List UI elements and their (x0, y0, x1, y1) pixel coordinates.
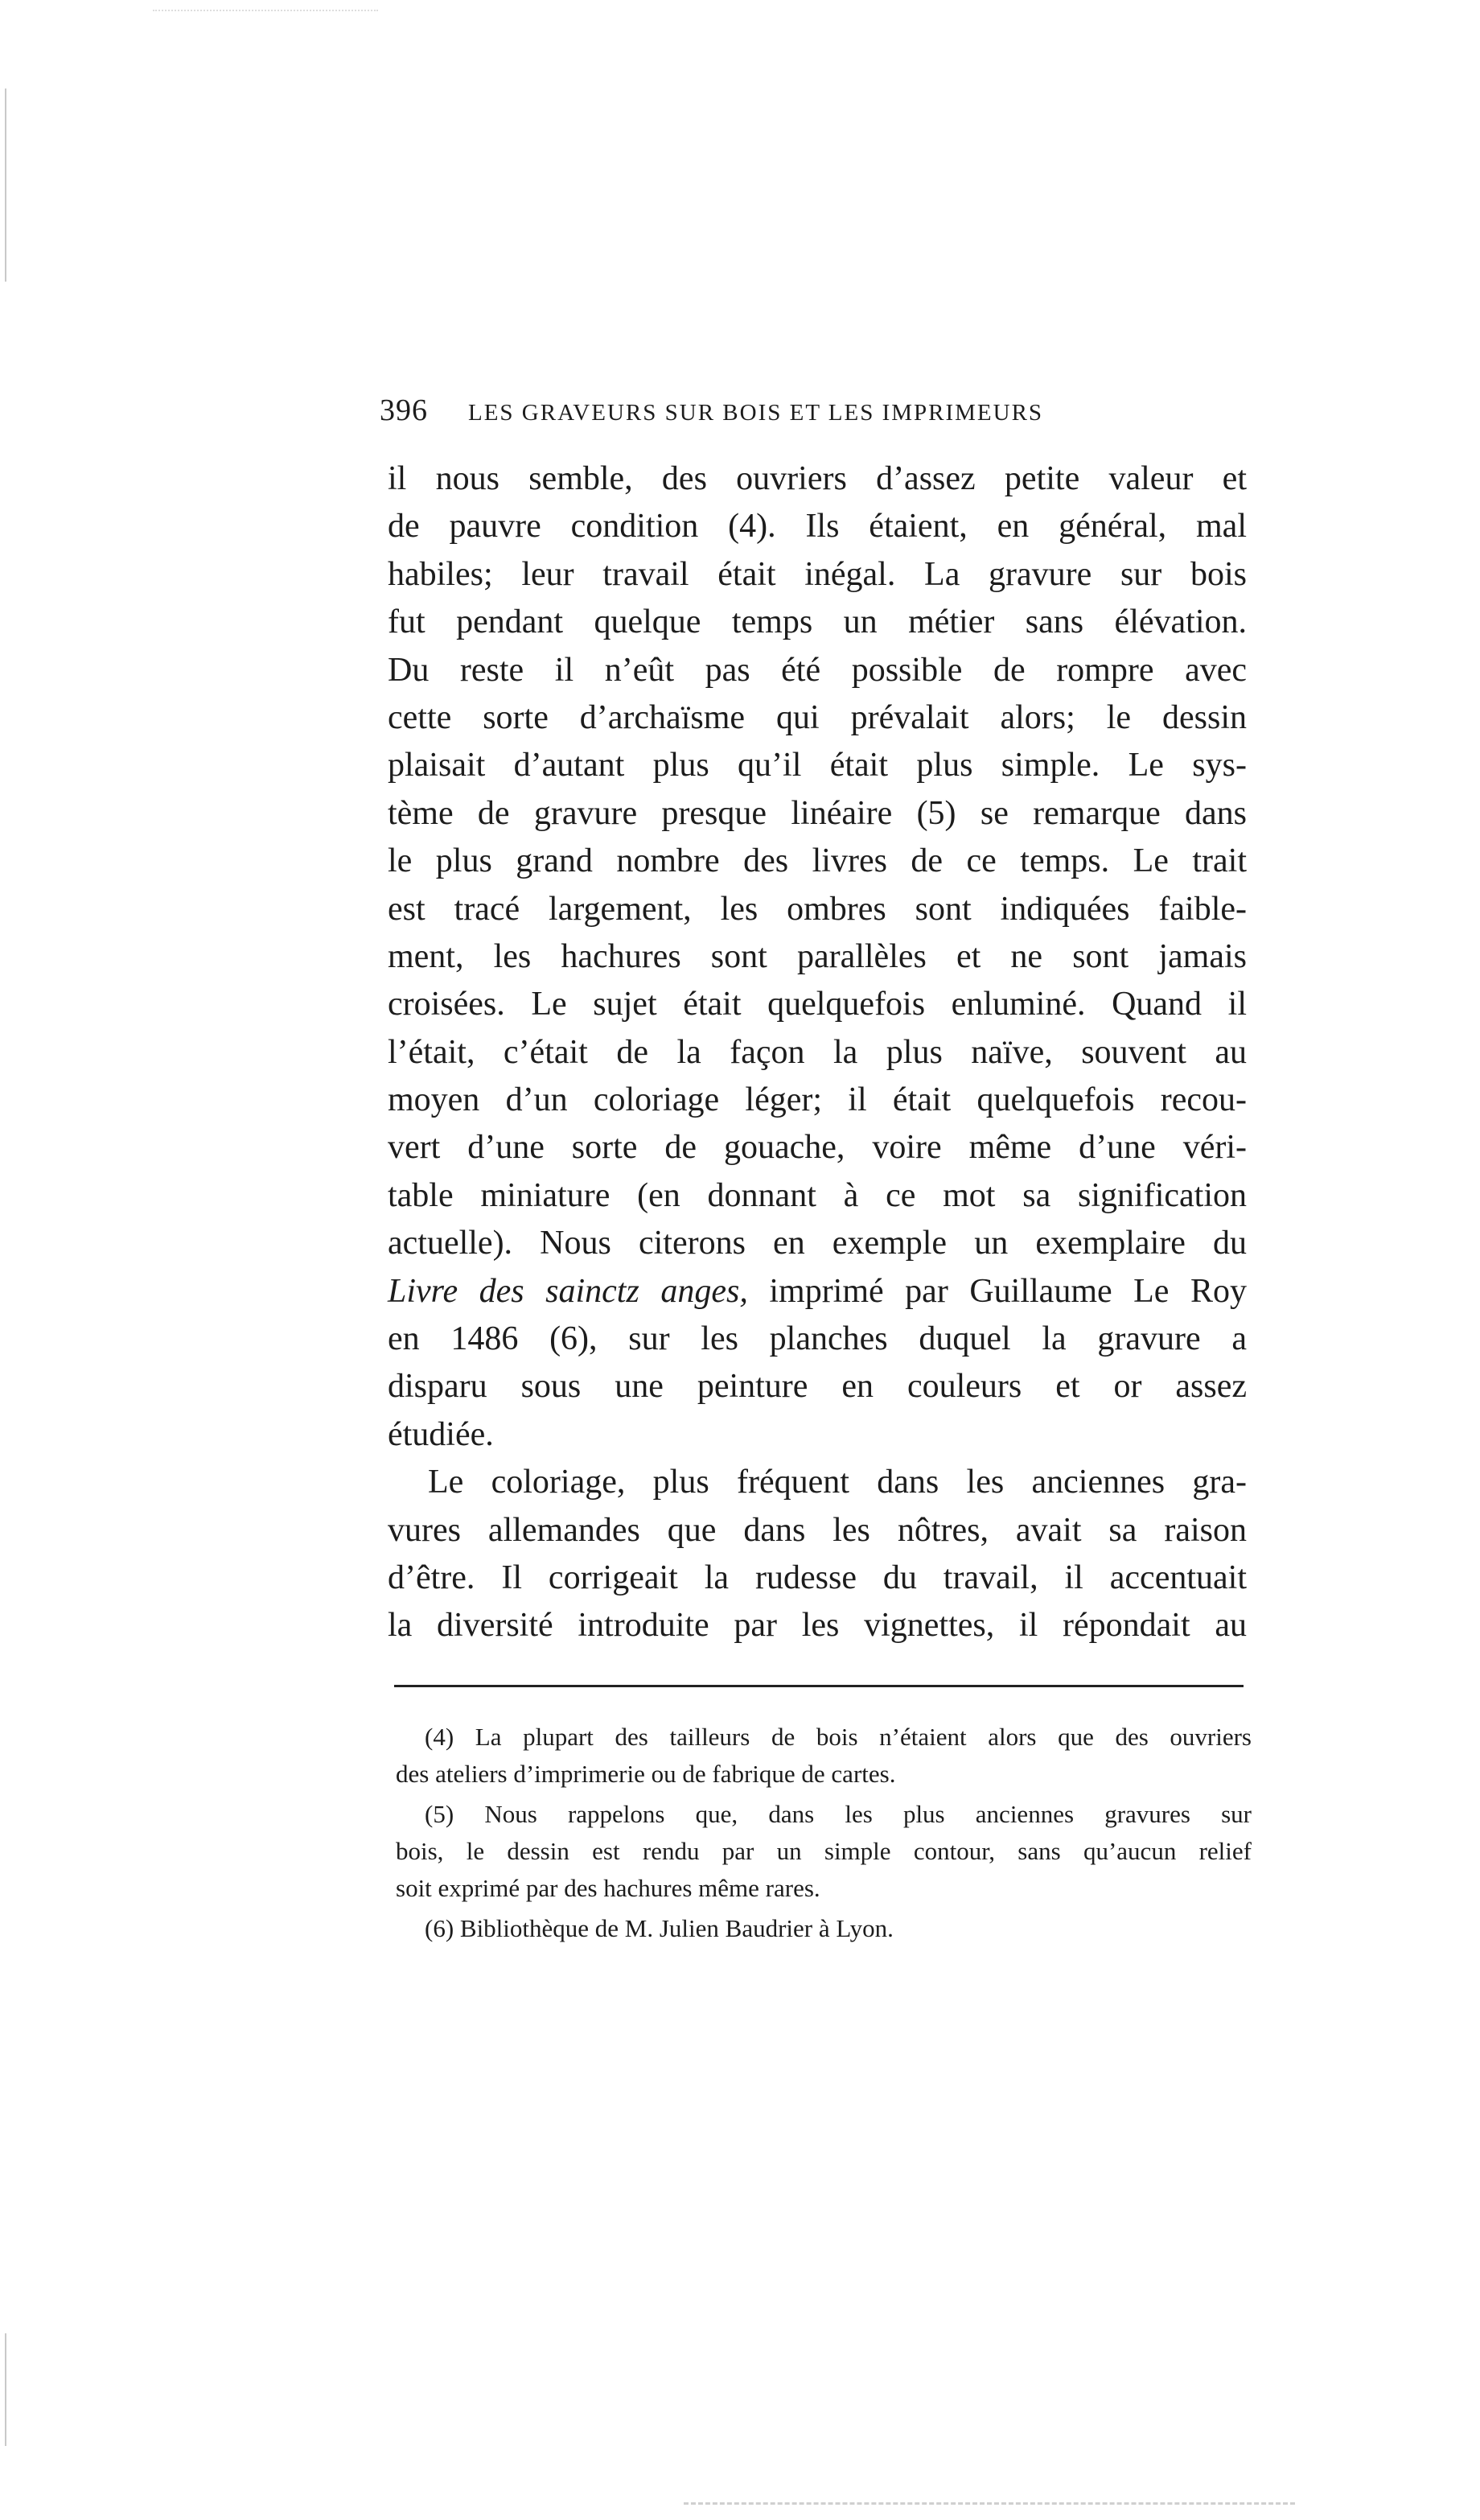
text-line: disparu sous une peinture en couleurs et or assez (388, 1368, 1247, 1406)
page-number: 396 (380, 393, 428, 427)
text-line: est tracé largement, les ombres sont indiquées faible- (388, 890, 1247, 928)
text-line: il nous semble, des ouvriers d’assez petite valeur et (388, 460, 1247, 497)
footnote-line: soit exprimé par des hachures même rares. (396, 1874, 820, 1902)
text-line: le plus grand nombre des livres de ce temps. Le trait (388, 842, 1247, 880)
text-line: tème de gravure presque linéaire (5) se remarque dans (388, 794, 1247, 832)
text-line: Du reste il n’eût pas été possible de rompre avec (388, 651, 1247, 689)
footnote-line: des ateliers d’imprimerie ou de fabrique de cartes. (396, 1760, 896, 1788)
footnotes (396, 1719, 1252, 1947)
text-line: de pauvre condition (4). Ils étaient, en général, mal (388, 508, 1247, 546)
book-title-italic: Livre des sainctz anges, (388, 1272, 748, 1310)
running-head (380, 393, 1256, 433)
footnote-6 (396, 1910, 1252, 1947)
footnote-line: (6) Bibliothèque de M. Julien Baudrier à Lyon. (425, 1914, 894, 1942)
footnote-line: bois, le dessin est rendu par un simple contour, sans qu’aucun relief (396, 1837, 1252, 1865)
text-line-with-title (388, 1268, 1247, 1316)
text-line: croisées. Le sujet était quelquefois enluminé. Quand il (388, 986, 1247, 1023)
scan-artifact-bottom (684, 2502, 1295, 2508)
text-line: vures allemandes que dans les nôtres, avait sa raison (388, 1511, 1247, 1549)
footnote-rule (394, 1685, 1244, 1687)
text-line: vert d’une sorte de gouache, voire même d’une véri- (388, 1129, 1247, 1167)
text-line: ment, les hachures sont parallèles et ne sont jamais (388, 937, 1247, 975)
footnote-line: (4) La plupart des tailleurs de bois n’étaient alors que des ouvriers (425, 1723, 1252, 1751)
scan-edge-mark (5, 89, 6, 282)
running-title: LES GRAVEURS SUR BOIS ET LES IMPRIMEURS (468, 400, 1044, 426)
text-line: la diversité introduite par les vignettes, il répondait au (388, 1607, 1247, 1645)
text-line: cette sorte d’archaïsme qui prévalait alors; le dessin (388, 698, 1247, 736)
text-line: actuelle). Nous citerons en exemple un exemplaire du (388, 1225, 1247, 1262)
text-line: habiles; leur travail était inégal. La gravure sur bois (388, 555, 1247, 593)
text-line: l’était, c’était de la façon la plus naïve, souvent au (388, 1033, 1247, 1071)
text-line: Le coloriage, plus fréquent dans les anciennes gra- (428, 1464, 1247, 1501)
text-line: en 1486 (6), sur les planches duquel la gravure a (388, 1320, 1247, 1358)
scan-artifact-top (153, 10, 378, 13)
text-line: plaisait d’autant plus qu’il était plus simple. Le sys- (388, 747, 1247, 784)
text-line: d’être. Il corrigeait la rudesse du travail, il accentuait (388, 1559, 1247, 1596)
text-line: étudiée. (388, 1415, 494, 1453)
body-text (388, 455, 1247, 1650)
scan-edge-mark (5, 2333, 6, 2446)
text-line: moyen d’un coloriage léger; il était quelquefois recou- (388, 1081, 1247, 1119)
footnote-4 (396, 1719, 1252, 1793)
text-line: table miniature (en donnant à ce mot sa signification (388, 1176, 1247, 1214)
footnote-line: (5) Nous rappelons que, dans les plus anciennes gravures sur (425, 1800, 1252, 1828)
text-span: imprimé par Guillaume Le Roy (747, 1272, 1247, 1310)
footnote-5 (396, 1796, 1252, 1907)
text-line: fut pendant quelque temps un métier sans élévation. (388, 603, 1247, 641)
